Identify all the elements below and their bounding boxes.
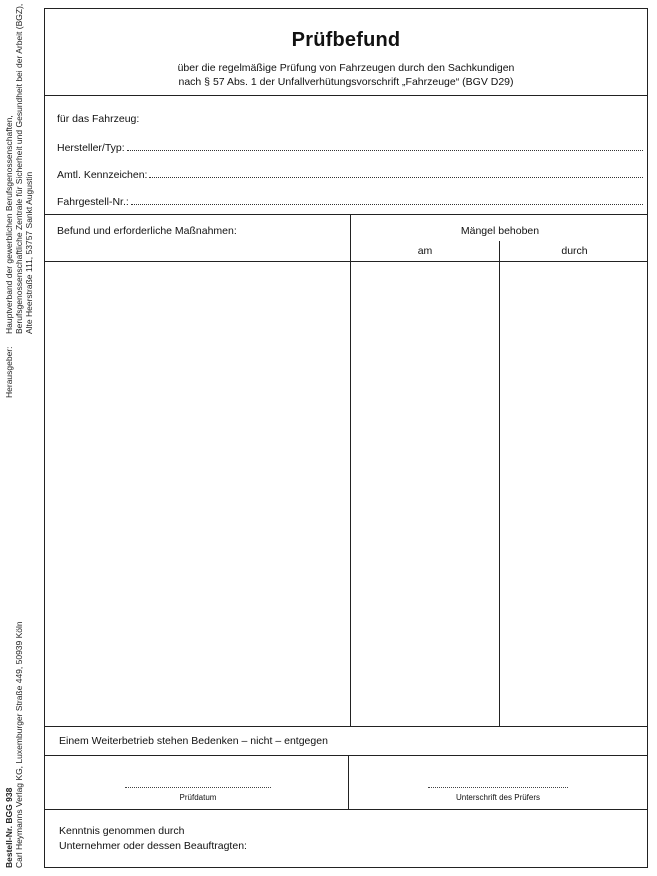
test-date-line[interactable] bbox=[125, 787, 271, 788]
manufacturer-input-line[interactable] bbox=[127, 141, 643, 151]
test-date-label: Prüfdatum bbox=[179, 793, 217, 802]
plate-field[interactable] bbox=[57, 168, 643, 181]
manufacturer-label: Hersteller/Typ: bbox=[57, 142, 125, 154]
date-column-header: am bbox=[417, 245, 433, 257]
findings-header: Befund und erforderliche Maßnahmen: bbox=[57, 225, 237, 237]
publisher-info bbox=[4, 4, 34, 398]
chassis-field[interactable] bbox=[57, 195, 643, 208]
divider-header bbox=[45, 95, 647, 96]
inspector-signature-line[interactable] bbox=[428, 787, 568, 788]
divider-signatures bbox=[45, 809, 647, 810]
form-title: Prüfbefund bbox=[291, 29, 401, 51]
divider-findings bbox=[45, 726, 647, 727]
publisher-line-3: Alte Heerstraße 111, 53757 Sankt Augustin bbox=[24, 171, 34, 334]
order-number: Bestell-Nr. BGG 938 bbox=[4, 787, 14, 868]
chassis-input-line[interactable] bbox=[131, 195, 643, 205]
acknowledgement-signature-area[interactable] bbox=[285, 833, 635, 857]
acknowledgement-line-1: Kenntnis genommen durch bbox=[59, 825, 185, 837]
by-column-header: durch bbox=[561, 245, 588, 257]
inspection-form bbox=[44, 8, 648, 868]
operation-statement[interactable]: Einem Weiterbetrieb stehen Bedenken – nicht – entgegen bbox=[59, 735, 328, 747]
fixed-date-input-area[interactable] bbox=[351, 262, 499, 725]
plate-input-line[interactable] bbox=[149, 168, 643, 178]
subtitle-line-2: nach § 57 Abs. 1 der Unfallverhütungsvorschrift „Fahrzeuge“ (BGV D29) bbox=[178, 76, 514, 88]
manufacturer-field[interactable] bbox=[57, 141, 643, 154]
defects-header: Mängel behoben bbox=[460, 225, 540, 237]
publisher-line-2: Berufsgenossenschaftliche Zentrale für Sicherheit und Gesundheit bei der Arbeit (BGZ), bbox=[14, 3, 24, 334]
divider-vehicle bbox=[45, 214, 647, 215]
plate-label: Amtl. Kennzeichen: bbox=[57, 169, 148, 181]
chassis-label: Fahrgestell-Nr.: bbox=[57, 196, 129, 208]
publisher-label: Herausgeber: bbox=[4, 346, 14, 398]
inspector-signature-label: Unterschrift des Prüfers bbox=[455, 793, 541, 802]
divider-statement bbox=[45, 755, 647, 756]
acknowledgement-line-2: Unternehmer oder dessen Beauftragten: bbox=[59, 840, 247, 852]
signature-divider bbox=[348, 755, 349, 809]
form-subtitle bbox=[45, 61, 647, 89]
fixed-by-input-area[interactable] bbox=[500, 262, 649, 725]
order-info bbox=[4, 621, 24, 868]
publisher-address: Carl Heymanns Verlag KG, Luxemburger Straße 449, 50939 Köln bbox=[14, 621, 24, 868]
findings-input-area[interactable] bbox=[45, 262, 350, 725]
publisher-line-1: Hauptverband der gewerblichen Berufsgenossenschaften, bbox=[4, 115, 14, 334]
subtitle-line-1: über die regelmäßige Prüfung von Fahrzeugen durch den Sachkundigen bbox=[177, 62, 515, 74]
vehicle-heading: für das Fahrzeug: bbox=[57, 113, 140, 125]
